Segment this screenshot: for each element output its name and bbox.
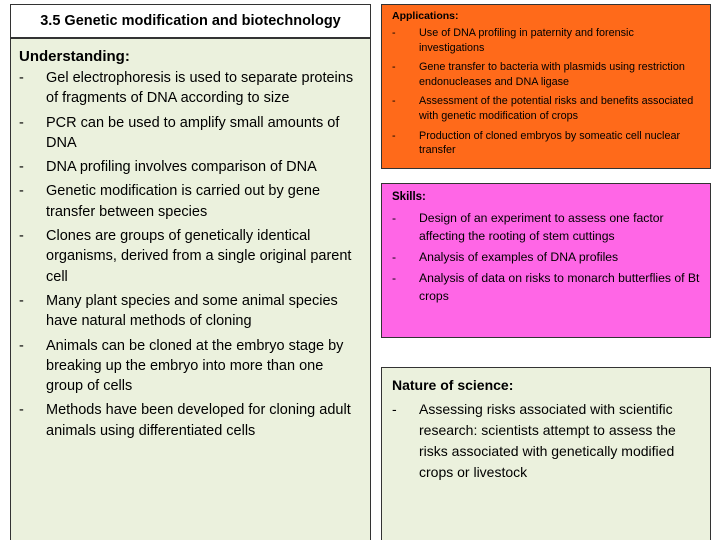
list-item: - Design of an experiment to assess one factor affecting the rooting of stem cuttings [392, 209, 700, 245]
applications-panel [381, 4, 711, 169]
list-item: - Use of DNA profiling in paternity and forensic investigations [392, 26, 700, 55]
list-item: - Analysis of data on risks to monarch butterflies of Bt crops [392, 269, 700, 305]
list-item: - Gel electrophoresis is used to separate proteins of fragments of DNA according to size [19, 68, 362, 109]
list-item: - Animals can be cloned at the embryo stage by breaking up the embryo into more than one group of cells [19, 336, 362, 397]
applications-heading: Applications: [392, 10, 459, 22]
list-item: - Gene transfer to bacteria with plasmids using restriction endonucleases and DNA ligase [392, 60, 700, 89]
list-item: - PCR can be used to amplify small amounts of DNA [19, 113, 362, 154]
page-title: 3.5 Genetic modification and biotechnology [40, 13, 341, 29]
list-item: - Methods have been developed for cloning adult animals using differentiated cells [19, 400, 362, 441]
skills-heading: Skills: [392, 191, 426, 203]
nature-of-science-panel [381, 367, 711, 540]
understanding-panel [10, 38, 371, 540]
applications-list [392, 26, 700, 158]
skills-panel [381, 183, 711, 338]
understanding-list [19, 68, 362, 441]
list-item: - Genetic modification is carried out by gene transfer between species [19, 181, 362, 222]
nature-of-science-heading: Nature of science: [392, 377, 514, 393]
list-item: - Analysis of examples of DNA profiles [392, 248, 700, 266]
nature-of-science-list [392, 399, 700, 483]
list-item: - Production of cloned embryos by someatic cell nuclear transfer [392, 129, 700, 158]
title-box [10, 4, 371, 38]
list-item: - Assessment of the potential risks and benefits associated with genetic modification of crops [392, 94, 700, 123]
list-item: - DNA profiling involves comparison of DNA [19, 157, 362, 177]
list-item: - Assessing risks associated with scientific research: scientists attempt to assess the risks associated with genetically modified crops or livestock [392, 399, 700, 483]
skills-list [392, 209, 700, 305]
list-item: - Many plant species and some animal species have natural methods of cloning [19, 291, 362, 332]
list-item: - Clones are groups of genetically identical organisms, derived from a single original parent cell [19, 226, 362, 287]
understanding-heading: Understanding: [19, 48, 130, 65]
